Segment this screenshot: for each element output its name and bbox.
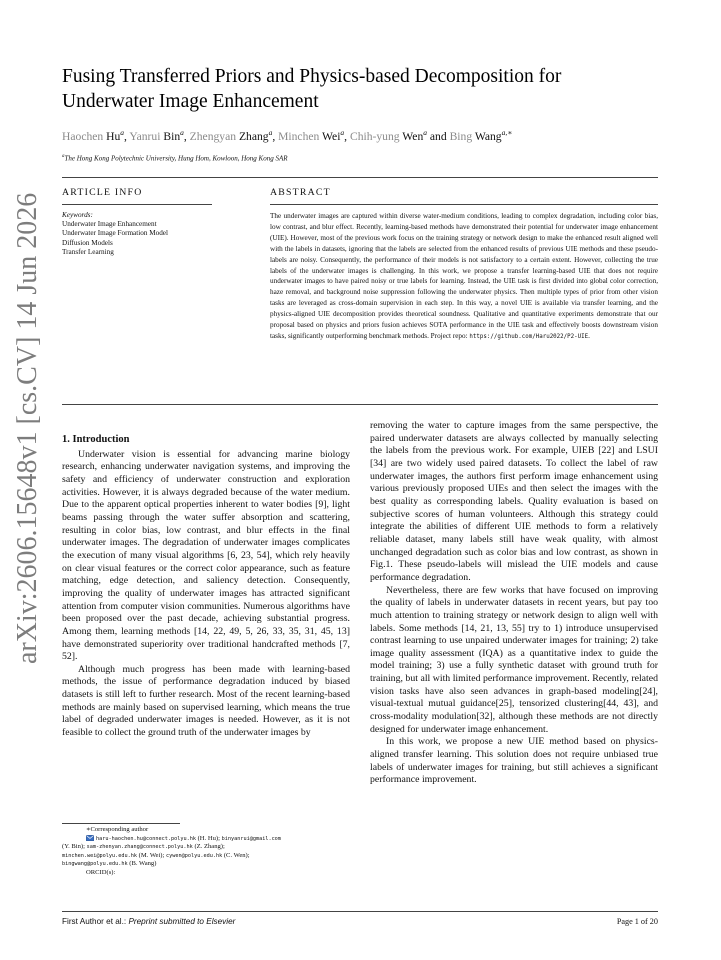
article-info-heading: ARTICLE INFO xyxy=(62,187,143,198)
body-paragraph: Although much progress has been made with learning-based methods, the issue of performance degradation induced by biased datasets is still left to further research. Most of the recent learning-based methods are mainly based on supervised learning, which means the true label of degraded underwater images is needed. However, as it is not feasible to collect the ground truth of the underwater images by xyxy=(62,663,350,739)
author: Bing Wang$^{a,∗}$ xyxy=(449,128,513,143)
keyword-item: Underwater Image Enhancement xyxy=(62,220,157,229)
body-paragraph: Underwater vision is essential for advancing marine biology research, enhancing underwater navigation systems, and improving the safety and efficiency of underwater construction and exploration activities. However, it is always degraded because of the water medium. Due to the apparent optical properties inherent to water bodies [9], light beams passing through the water suffer absorption and scattering, resulting in color bias, low contrast, and blur effects in the final underwater images. The degradation of underwater images complicates the execution of many visual algorithms [6, 23, 54], which rely heavily on clear visual features or the correct color appearance, such as feature matching, edge detection, and saliency detection. Consequently, improving the quality of underwater images has attracted significant attention from computer vision communities. Numerous algorithms have been proposed over the past decade, achieving substantial progress. Among them, learning methods [14, 22, 49, 5, 26, 33, 35, 31, 45, 13] have demonstrated superiority over traditional handcrafted methods [7, 52]. xyxy=(62,448,350,663)
body-paragraph: removing the water to capture images from the same perspective, the paired underwater datasets are always collected by manually selecting the labels from the previous work. For example, UIEB [22] and LSUI [34] are two widely used paired datasets. To collect the label of raw underwater images, the authors first perform image enhancement using various previously proposed UIEs and then select the images with the best quality as corresponding labels. Quality evaluation is based on subjective scores of human volunteers. Although this strategy could integrate the abilities of different UIE methods to form a relatively reliable dataset, many labels still have weak quality, with almost unchanged degradation such as color bias and low contrast, as shown in Fig.1. These pseudo-labels will mislead the UIE models and cause performance degradation. xyxy=(370,420,658,583)
title-line-1: Fusing Transferred Priors and Physics-based Decomposition for xyxy=(62,66,562,87)
abstract-body: The underwater images are captured within diverse water-medium conditions, leading to complex degradation, including color bias, low contrast, and blur effect. Recently, learning-based methods have demonstrated their potential for underwater image enhancement (UIE). However, most of the previous work focus on the training strategy or network design to make the enhanced result aligned well with the labels in datasets, ignoring that the labels are selected from the enhanced results of previous UIE methods and these pseudo-labels are noisy. Consequently, the performance of their models is not satisfactory to a certain extent. However, collecting the true labels of the underwater images is challenging. In this work, we propose a transfer learning-based UIE that does not require underwater images to have paired noisy or true labels for learning. Instead, the UIE task is first divided into global color correction, haze removal, and background noise suppression following the underwater physics. Then multiple types of prior from other vision tasks are leveraged as cross-domain supervision in each step. In this way, a novel UIE is available via transfer learning, and the physics-aligned UIE decomposition provides theoretical soundness. Qualitative and quantitative experiments demonstrate that our proposal based on physics and priors fusion achieves SOTA performance in the UIE task and effectively boosts downstream vision tasks, significantly outperforming benchmark methods. Project repo: https://github.com/Haru2022/P2-UIE. xyxy=(270,212,658,340)
author: Chih-yung Wen$^a$ xyxy=(349,128,427,143)
email-link[interactable]: binyanrui@gmail.com xyxy=(221,835,281,842)
email-link[interactable]: bingwang@polyu.edu.hk xyxy=(62,861,128,867)
intro-left-column xyxy=(62,434,350,740)
orcid-note: ORCID(s): xyxy=(86,868,116,876)
email-link[interactable]: minchen.wei@polyu.edu.hk xyxy=(62,852,137,859)
arxiv-identifier-stamp: arXiv:2606.15648v1 [cs.CV] 14 Jun 2026 xyxy=(12,192,43,664)
title-line-2: Underwater Image Enhancement xyxy=(62,91,319,112)
author-and: and xyxy=(429,129,447,143)
author-list: Haochen Hu$^a$, Yanrui Bin$^a$, Zhengyan Zhang$^a$, Minchen Wei$^a$, Chih-yung Wen$^a$ and Bing Wang$^{a,∗}$ xyxy=(62,128,513,143)
paper-title xyxy=(62,64,662,114)
keyword-item: Diffusion Models xyxy=(62,238,113,247)
abstract-heading: ABSTRACT xyxy=(270,187,331,198)
author: Minchen Wei$^a$ xyxy=(278,128,345,143)
keyword-item: Underwater Image Formation Model xyxy=(62,229,168,238)
body-paragraph: In this work, we propose a new UIE method based on physics-aligned transfer learning. This solution does not require unbiased true labels of underwater images for training, but still achieves a significant performance improvement. xyxy=(370,736,658,786)
email-link[interactable]: sam-zhenyan.zhang@connect.polyu.hk xyxy=(86,844,193,850)
keywords-block: Keywords: Underwater Image Enhancement Underwater Image Formation Model Diffusion Models Transfer Learning xyxy=(62,211,262,257)
footer-left: First Author et al.: Preprint submitted to Elsevier xyxy=(62,917,236,926)
footnote-divider xyxy=(62,823,180,824)
footnotes: ∗Corresponding author haru-haochen.hu@connect.polyu.hk (H. Hu); binyanrui@gmail.com (Y. Bin); sam-zhenyan.zhang@connect.polyu.hk (Z. Zhang); minchen.wei@polyu.edu.hk (M. Wei); cywen@polyu.edu.hk (C. Wen); bingwang@polyu.edu.hk (B. Wang) ORCID(s): xyxy=(62,826,350,877)
email-link[interactable]: haru-haochen.hu@connect.polyu.hk xyxy=(96,835,196,842)
header-divider xyxy=(62,177,658,178)
section-heading-introduction: 1. Introduction xyxy=(62,434,130,445)
article-info-rule xyxy=(62,204,212,205)
corresponding-author-note: ∗Corresponding author xyxy=(86,826,149,833)
author: Yanrui Bin$^a$ xyxy=(129,128,184,143)
keywords-label: Keywords xyxy=(62,211,91,219)
project-repo-link[interactable]: https://github.com/Haru2022/P2-UIE xyxy=(469,333,589,340)
author: Haochen Hu$^a$ xyxy=(62,128,125,143)
body-paragraph: Nevertheless, there are few works that have focused on improving the quality of labels in underwater datasets in recent years, but pay too much attention to training strategy or network design to align well with labels. Some methods [14, 21, 13, 55] try to 1) introduce unsupervised contrast learning to use unpaired underwater images for training; 2) take image quality assessment (IQA) as a quantitative index to guide the model training; 3) use a fully synthetic dataset with ground truth for training, but all with limited performance improvement. Recently, related vision tasks have also seen advances in graph-based modeling[24], visual-textual mutual guidance[25], tensorized clustering[44, 43], and cross-modality modulation[32], although these methods are not directly designed for underwater image enhancement. xyxy=(370,584,658,735)
email-link[interactable]: cywen@polyu.edu.hk xyxy=(165,852,223,859)
envelope-icon xyxy=(86,835,94,841)
footer-divider xyxy=(62,911,658,912)
intro-right-column xyxy=(370,420,658,787)
affiliation: $^a$The Hong Kong Polytechnic University, Hung Hom, Kowloon, Hong Kong SAR xyxy=(62,154,288,163)
abstract-rule xyxy=(270,204,658,205)
abstract-bottom-divider xyxy=(62,404,658,405)
author: Zhengyan Zhang$^a$ xyxy=(189,128,273,143)
keyword-item: Transfer Learning xyxy=(62,247,114,256)
page-number: Page 1 of 20 xyxy=(616,917,658,926)
